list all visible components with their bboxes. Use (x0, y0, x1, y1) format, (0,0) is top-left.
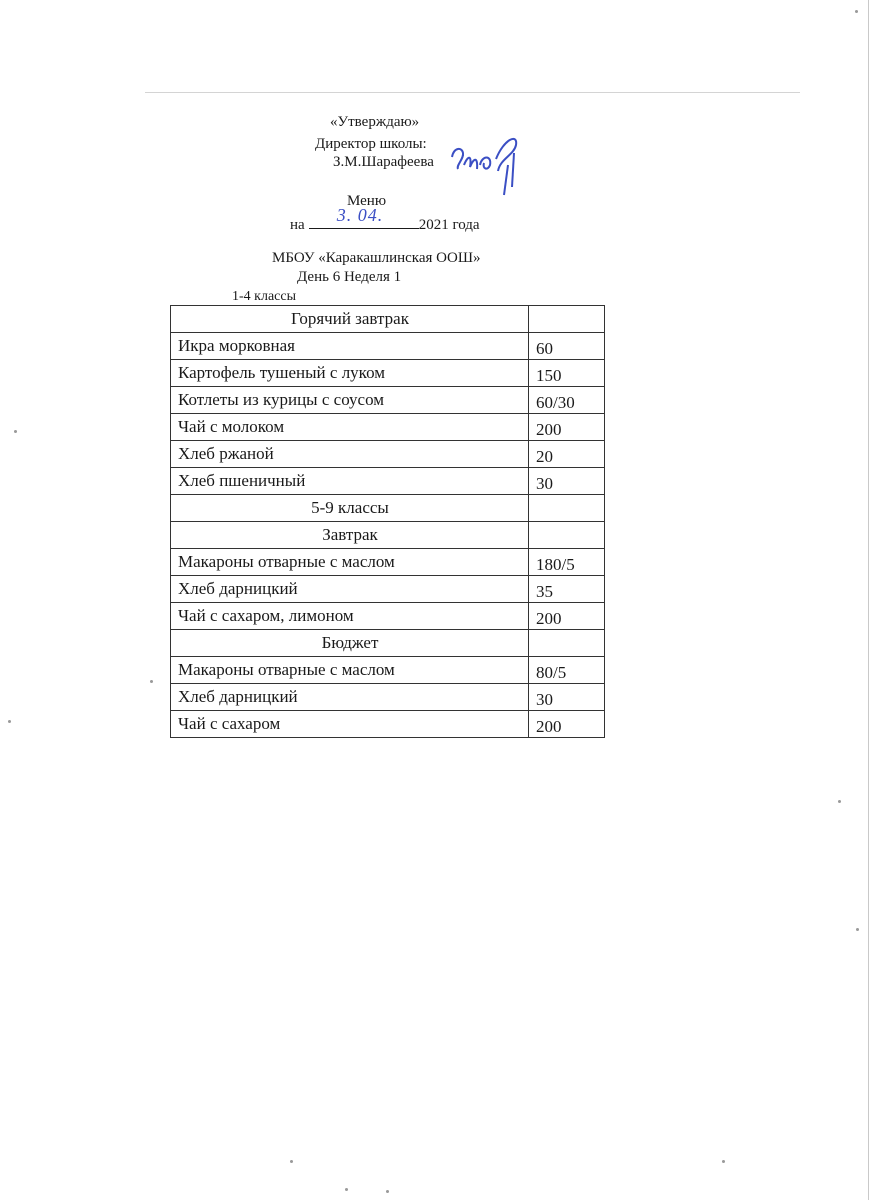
portion-amount: 200 (529, 414, 605, 441)
section-label: 5-9 классы (171, 495, 529, 522)
section-row (171, 522, 605, 549)
section-label: Горячий завтрак (171, 306, 529, 333)
scan-edge (868, 0, 869, 1200)
scan-speck (150, 680, 153, 683)
menu-table-body (171, 306, 605, 738)
section-row (171, 306, 605, 333)
menu-item-row (171, 387, 605, 414)
handwritten-date: 3. 04. (336, 205, 384, 225)
menu-item-row (171, 549, 605, 576)
menu-item-row (171, 576, 605, 603)
director-label: Директор школы: (315, 136, 427, 152)
dish-name: Чай с сахаром, лимоном (171, 603, 529, 630)
dish-name: Котлеты из курицы с соусом (171, 387, 529, 414)
date-suffix: 2021 года (418, 217, 480, 233)
menu-item-row (171, 333, 605, 360)
director-name: З.М.Шарафеева (333, 154, 434, 170)
section-amount-cell (529, 306, 605, 333)
section-amount-cell (529, 630, 605, 657)
portion-amount: 30 (529, 684, 605, 711)
section-row (171, 495, 605, 522)
dish-name: Макароны отварные с маслом (171, 549, 529, 576)
menu-table (170, 305, 605, 738)
section-label: Бюджет (171, 630, 529, 657)
dish-name: Хлеб пшеничный (171, 468, 529, 495)
portion-amount: 200 (529, 603, 605, 630)
scan-speck (855, 10, 858, 13)
scan-speck (838, 800, 841, 803)
dish-name: Картофель тушеный с луком (171, 360, 529, 387)
portion-amount: 60 (529, 333, 605, 360)
portion-amount: 80/5 (529, 657, 605, 684)
menu-item-row (171, 414, 605, 441)
dish-name: Хлеб ржаной (171, 441, 529, 468)
scan-speck (290, 1160, 293, 1163)
dish-name: Икра морковная (171, 333, 529, 360)
signature-mark (448, 125, 528, 197)
dish-name: Чай с сахаром (171, 711, 529, 738)
date-prefix: на (290, 217, 305, 233)
menu-item-row (171, 711, 605, 738)
scan-speck (8, 720, 11, 723)
menu-item-row (171, 360, 605, 387)
dish-name: Хлеб дарницкий (171, 684, 529, 711)
date-blank (309, 205, 419, 229)
portion-amount: 20 (529, 441, 605, 468)
section-row (171, 630, 605, 657)
section-label: Завтрак (171, 522, 529, 549)
school-name: МБОУ «Каракашлинская ООШ» (272, 250, 481, 266)
portion-amount: 60/30 (529, 387, 605, 414)
grades-label: 1-4 классы (232, 289, 296, 304)
day-week: День 6 Неделя 1 (297, 269, 402, 285)
scan-speck (14, 430, 17, 433)
portion-amount: 180/5 (529, 549, 605, 576)
scan-speck (856, 928, 859, 931)
menu-item-row (171, 603, 605, 630)
menu-item-row (171, 684, 605, 711)
menu-title: Меню (347, 193, 387, 209)
portion-amount: 200 (529, 711, 605, 738)
section-amount-cell (529, 495, 605, 522)
menu-date (290, 205, 480, 234)
menu-item-row (171, 657, 605, 684)
portion-amount: 30 (529, 468, 605, 495)
scan-speck (722, 1160, 725, 1163)
approve-heading: «Утверждаю» (330, 114, 420, 130)
section-amount-cell (529, 522, 605, 549)
menu-item-row (171, 468, 605, 495)
dish-name: Хлеб дарницкий (171, 576, 529, 603)
scan-speck (386, 1190, 389, 1193)
menu-item-row (171, 441, 605, 468)
portion-amount: 150 (529, 360, 605, 387)
portion-amount: 35 (529, 576, 605, 603)
dish-name: Чай с молоком (171, 414, 529, 441)
dish-name: Макароны отварные с маслом (171, 657, 529, 684)
scan-top-rule (145, 92, 800, 93)
scan-speck (345, 1188, 348, 1191)
